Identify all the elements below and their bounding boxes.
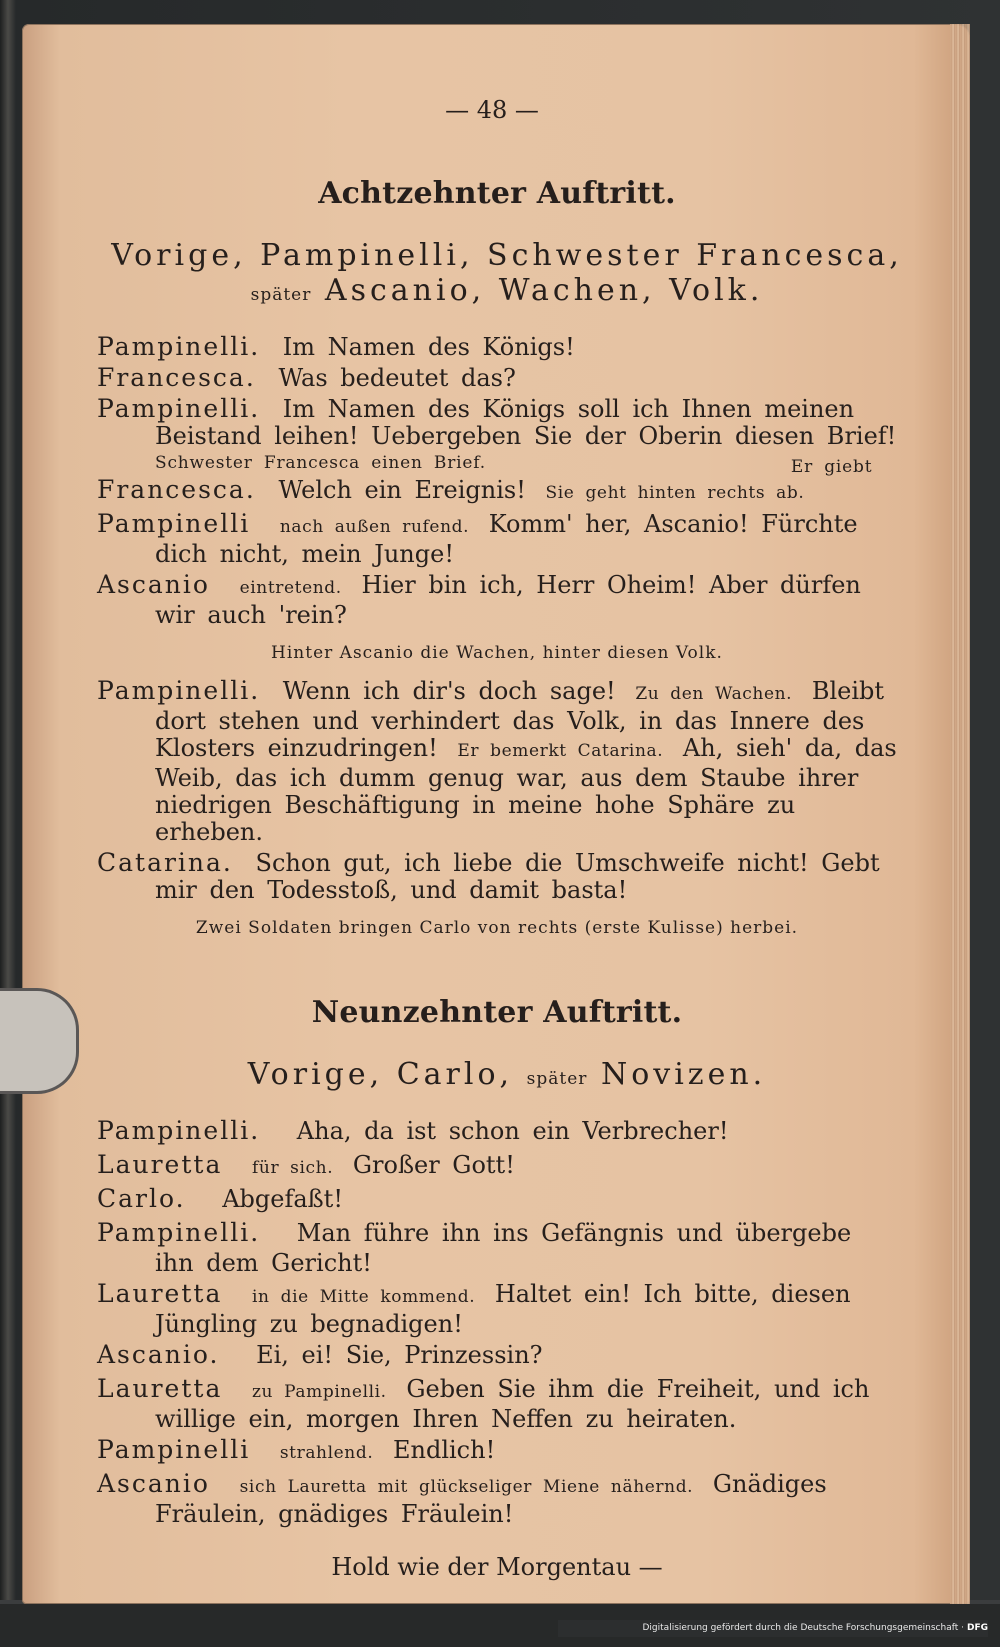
dialogue-text: Hier bin ich, Herr Oheim! Aber dürfen wir auch 'rein? — [155, 571, 861, 629]
scene-19-cast — [97, 1057, 917, 1097]
stage-direction: nach außen rufend. — [279, 517, 470, 537]
stage-direction: Zu den Wachen. — [635, 684, 793, 704]
scene-19-line-3 — [97, 1185, 897, 1216]
scene-18-line-5 — [97, 510, 897, 568]
scene-19-heading: Neunzehnter Auftritt. — [311, 995, 683, 1030]
scene-18-cast-line-2 — [97, 273, 917, 313]
speaker-name: Pampinelli. — [97, 676, 261, 705]
dialogue-text: Geben Sie ihm die Freiheit, und ich willige ein, morgen Ihren Neffen zu heiraten. — [155, 1375, 870, 1433]
speaker-name: Pampinelli. — [97, 394, 261, 423]
speaker-name: Catarina. — [97, 848, 233, 877]
stage-direction: zu Pampinelli. — [252, 1382, 387, 1402]
scene-18-cast-later: später — [250, 285, 312, 305]
speaker-name: Pampinelli — [97, 1435, 251, 1464]
stage-direction: eintretend. — [239, 578, 342, 598]
scene-19-cast-names: Vorige, Carlo, — [247, 1057, 514, 1092]
dialogue-text: Schon gut, ich liebe die Umschweife nicht! Gebt mir den Todesstoß, und damit basta! — [155, 849, 880, 904]
speaker-name: Pampinelli. — [97, 1116, 261, 1145]
scene-19-cast-later-names: Novizen. — [600, 1057, 767, 1092]
scene-18-line-4 — [97, 476, 897, 507]
stage-direction-note: Schwester Francesca einen Brief. — [155, 453, 486, 473]
scene-19-line-5 — [97, 1280, 897, 1338]
scene-18-catarina-speech — [97, 849, 897, 904]
scene-18-stage-direction-1: Hinter Ascanio die Wachen, hinter diesen Volk. — [271, 643, 723, 663]
dialogue-text: Wenn ich dir's doch sage! — [282, 677, 616, 705]
dialogue-text: Welch ein Ereignis! — [278, 476, 526, 504]
stage-direction: Er bemerkt Catarina. — [457, 741, 664, 761]
digitization-credit — [558, 1620, 988, 1637]
dialogue-text: Großer Gott! — [352, 1151, 515, 1179]
scene-19-line-4 — [97, 1219, 897, 1277]
speaker-name: Pampinelli — [97, 509, 251, 538]
scene-18-cast — [97, 238, 917, 313]
dialogue-text: Aha, da ist schon ein Verbrecher! — [296, 1117, 729, 1145]
speaker-name: Lauretta — [97, 1279, 223, 1308]
scene-18-stage-direction-2: Zwei Soldaten bringen Carlo von rechts (erste Kulisse) herbei. — [195, 918, 799, 938]
stage-direction: strahlend. — [279, 1443, 374, 1463]
scene-19-verse: Hold wie der Morgentau — — [331, 1553, 663, 1581]
dialogue-text: Man führe ihn ins Gefängnis und übergebe ihn dem Gericht! — [155, 1219, 852, 1277]
stage-direction: für sich. — [252, 1158, 334, 1178]
dialogue-text: Komm' her, Ascanio! Fürchte dich nicht, mein Junge! — [155, 510, 858, 568]
scene-19-line-6 — [97, 1341, 897, 1372]
scene-19-cast-later: später — [526, 1069, 588, 1089]
dialogue-text: Im Namen des Königs soll ich Ihnen meinen Beistand leihen! Uebergeben Sie der Oberin diesen Brief! — [155, 395, 897, 450]
speaker-name: Pampinelli. — [97, 332, 261, 361]
dialogue-text: Ei, ei! Sie, Prinzessin? — [256, 1341, 543, 1369]
speaker-name: Ascanio — [97, 1469, 210, 1498]
scene-18-cast-line-1: Vorige, Pampinelli, Schwester Francesca, — [111, 238, 903, 273]
scene-18-line-6 — [97, 571, 897, 629]
scene-18-line-2 — [97, 364, 897, 392]
stage-direction: Er giebt — [790, 457, 873, 477]
scene-18-pampinelli-speech — [97, 677, 897, 846]
scene-19-line-8 — [97, 1436, 897, 1467]
dialogue-text: Was bedeutet das? — [278, 364, 516, 392]
page-content — [97, 96, 903, 1605]
scene-19-line-1 — [97, 1117, 897, 1148]
speaker-name: Lauretta — [97, 1150, 223, 1179]
dfg-logo: DFG — [966, 1623, 988, 1633]
page-number: — 48 — — [445, 96, 539, 124]
scene-19-line-2 — [97, 1151, 897, 1182]
speaker-name: Carlo. — [97, 1184, 186, 1213]
speaker-name: Lauretta — [97, 1374, 223, 1403]
stage-direction: in die Mitte kommend. — [252, 1287, 476, 1307]
page-tab-clip — [0, 988, 79, 1094]
scene-19-line-9 — [97, 1470, 897, 1528]
page-edge — [950, 24, 970, 1604]
dialogue-text: Bleibt dort stehen und verhindert das Volk, in das Innere des Klosters einzudringen! — [155, 677, 885, 762]
scene-19-line-7 — [97, 1375, 897, 1433]
dialogue-text: Endlich! — [392, 1436, 496, 1464]
speaker-name: Francesca. — [97, 363, 256, 392]
digitization-credit-text: Digitalisierung gefördert durch die Deutsche Forschungsgemeinschaft · — [642, 1623, 964, 1633]
scene-18-line-3 — [97, 394, 897, 477]
scene-18-line-1 — [97, 333, 897, 361]
dialogue-text: Haltet ein! Ich bitte, diesen Jüngling zu begnadigen! — [155, 1280, 851, 1338]
dialogue-text: Ah, sieh' da, das Weib, das ich dumm genug war, aus dem Staube ihrer niedrigen Beschäftigung in meine hohe Sphäre zu erheben. — [155, 734, 897, 846]
dialogue-text: Im Namen des Königs! — [282, 333, 575, 361]
dialogue-text: Gnädiges Fräulein, gnädiges Fräulein! — [155, 1470, 827, 1528]
speaker-name: Ascanio. — [97, 1340, 220, 1369]
scene-18-heading: Achtzehnter Auftritt. — [318, 176, 676, 211]
speaker-name: Ascanio — [97, 570, 210, 599]
stage-direction: Sie geht hinten rechts ab. — [545, 483, 805, 503]
speaker-name: Pampinelli. — [97, 1218, 261, 1247]
scene-18-cast-later-names: Ascanio, Wachen, Volk. — [324, 273, 764, 308]
stage-direction: sich Lauretta mit glückseliger Miene nähernd. — [239, 1477, 694, 1497]
dialogue-text: Abgefaßt! — [222, 1185, 343, 1213]
speaker-name: Francesca. — [97, 475, 256, 504]
